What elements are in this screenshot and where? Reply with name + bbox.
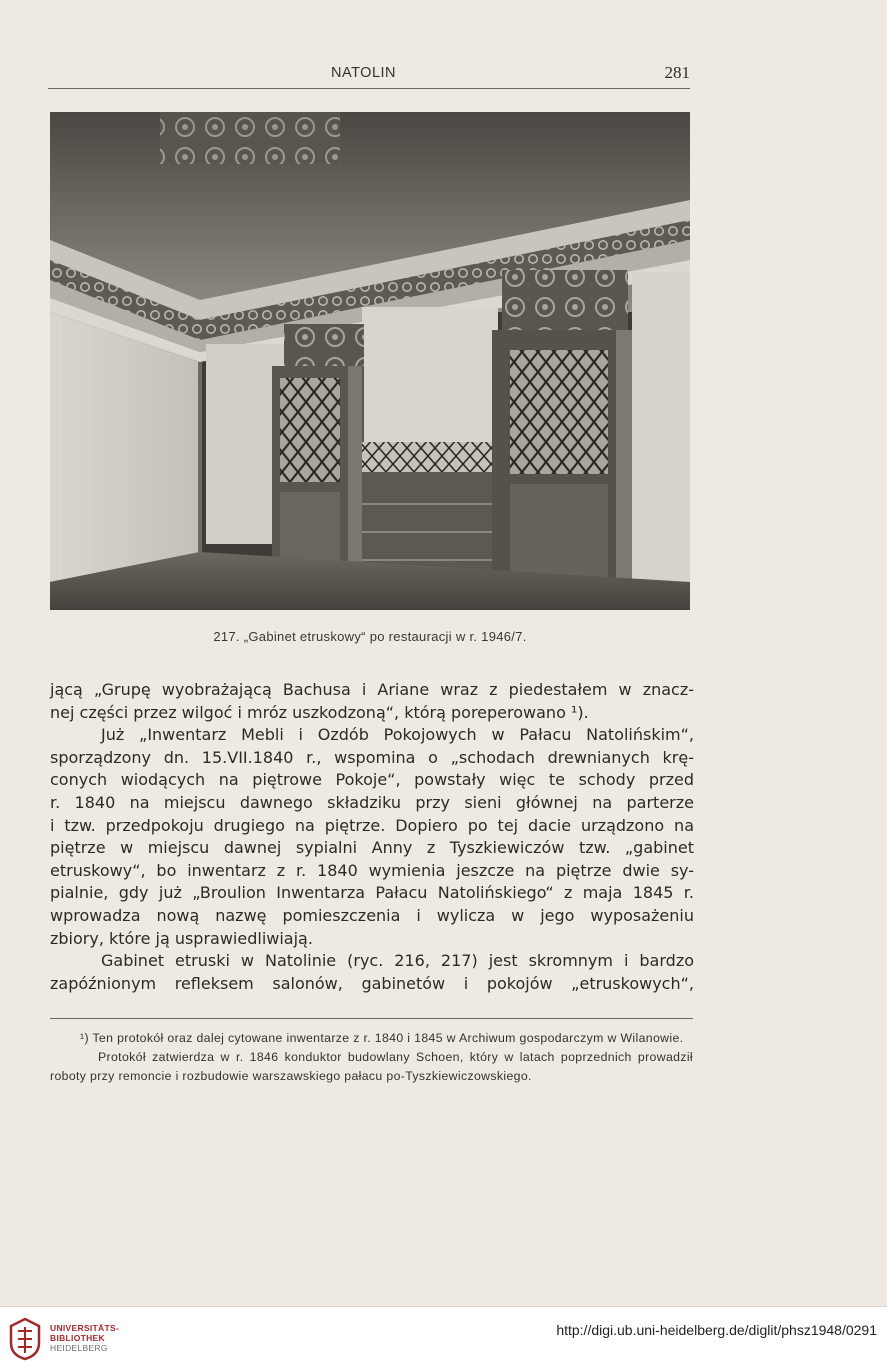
etruscan-cabinet-photo (50, 112, 690, 610)
university-seal-icon (8, 1317, 42, 1361)
text-line: zbiory, które ją usprawiedliwiają. (50, 928, 313, 948)
text-line: zapóźnionym refleksem salonów, gabinetów i pokojów „etruskowych“, (50, 973, 694, 993)
text-line: sporządzony dn. 15.VII.1840 r., wspomina o „schodach drewnianych krę- (50, 747, 694, 767)
text-line: piętrze w miejscu dawnej sypialni Anny z Tyszkiewiczów tzw. „gabinet (50, 838, 694, 858)
text-line: nej części przez wilgoć i mróz uszkodzoną“, którą poreperowano ¹). (50, 702, 589, 722)
text-line: jącą „Grupę wyobrażającą Bachusa i Ariane wraz z piedestałem w znacz- (50, 680, 694, 699)
text-line: i tzw. przedpokoju drugiego na piętrze. Dopiero po tej dacie urządzono na (50, 815, 694, 835)
figure-photograph (50, 112, 690, 610)
library-name (50, 1323, 119, 1353)
library-line: UNIVERSITÄTS- (50, 1323, 120, 1333)
text-line: wprowadza nową nazwę pomieszczenia i wylicza w jego wyposażeniu (50, 905, 694, 925)
running-title: NATOLIN (331, 65, 397, 81)
body-text (50, 679, 694, 995)
running-header (48, 60, 690, 89)
page-number: 281 (664, 63, 690, 82)
text-line: r. 1840 na miejscu dawnego składziku przy sieni głównej na parterze (50, 792, 694, 812)
text-line: conych wiodących na piętrowe Pokoje“, powstały więc te schody przed (50, 770, 694, 790)
footnote-separator (50, 1018, 693, 1019)
footnote-2: Protokół zatwierdza w r. 1846 konduktor budowlany Schoen, który w latach poprzednich prowadził roboty przy remoncie i rozbudowie warszawskiego pałacu po-Tyszkiewiczowskiego. (50, 1050, 693, 1084)
text-line: pialnie, gdy już „Broulion Inwentarza Pałacu Natolińskiego“ z maja 1845 r. (50, 883, 694, 903)
digitization-footer (0, 1306, 887, 1368)
text-line: Już „Inwentarz Mebli i Ozdób Pokojowych w Pałacu Natolińskim“, (101, 725, 694, 745)
source-url-link[interactable]: http://digi.ub.uni-heidelberg.de/diglit/phsz1948/0291 (556, 1322, 877, 1338)
library-line: HEIDELBERG (50, 1343, 108, 1353)
text-line: Gabinet etruski w Natolinie (ryc. 216, 217) jest skromnym i bardzo (101, 951, 694, 971)
figure-caption: 217. „Gabinet etruskowy“ po restauracji w r. 1946/7. (213, 629, 527, 644)
library-line: BIBLIOTHEK (50, 1333, 105, 1343)
footnotes (50, 1029, 693, 1087)
text-line: etruskowy“, bo inwentarz z r. 1840 wymienia jeszcze na piętrze dwie sy- (50, 860, 694, 880)
footnote-1: ¹) Ten protokół oraz dalej cytowane inwentarze z r. 1840 i 1845 w Archiwum gospodarczym w Wilanowie. (80, 1031, 684, 1045)
